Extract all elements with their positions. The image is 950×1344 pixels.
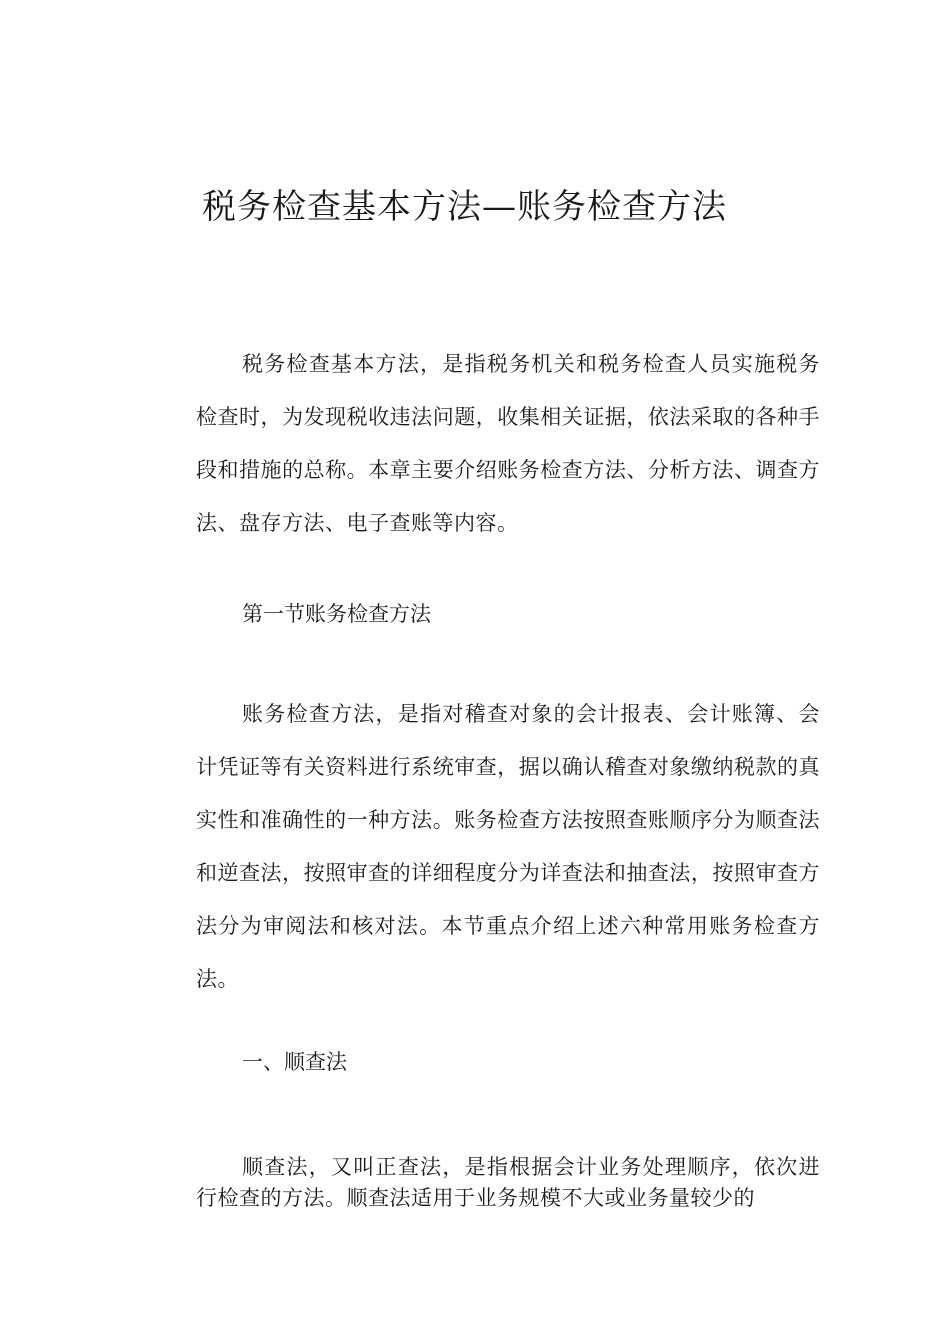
section-paragraph: 账务检查方法，是指对稽查对象的会计报表、会计账簿、会计凭证等有关资料进行系统审查，据以确认稽查对象缴纳税款的真实性和准确性的一种方法。账务检查方法按照查账顺序分为顺查法和逆查法，按照审查的详细程度分为详查法和抽查法，按照审查方法分为审阅法和核对法。本节重点介绍上述六种常用账务检查方法。 xyxy=(196,702,820,991)
subsection-heading: 一、顺查法 xyxy=(242,1050,347,1074)
subsection-paragraph: 顺查法，又叫正查法，是指根据会计业务处理顺序，依次进行检查的方法。顺查法适用于业务规模不大或业务量较少的 xyxy=(196,1155,820,1210)
intro-paragraph: 税务检查基本方法，是指税务机关和税务检查人员实施税务检查时，为发现税收违法问题，收集相关证据，依法采取的各种手段和措施的总称。本章主要介绍账务检查方法、分析方法、调查方法、盘存方法、电子查账等内容。 xyxy=(196,352,820,535)
section-heading: 第一节账务检查方法 xyxy=(242,602,431,626)
document-title: 税务检查基本方法—账务检查方法 xyxy=(202,187,727,227)
